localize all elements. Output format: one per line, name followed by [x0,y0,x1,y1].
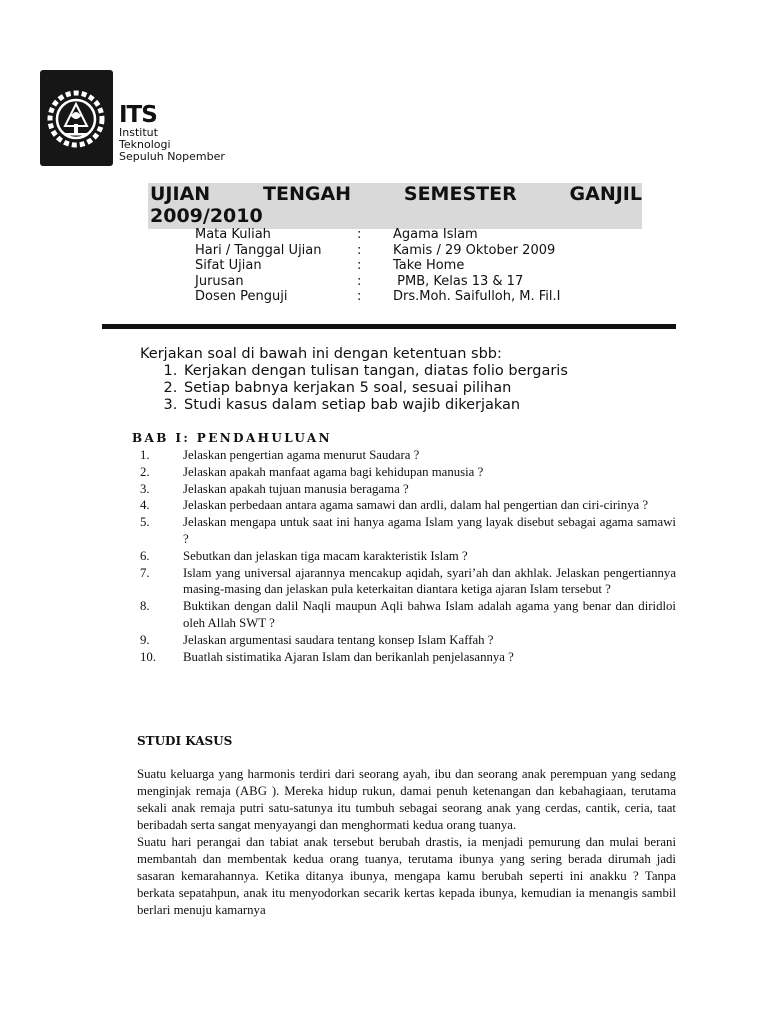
info-label: Dosen Penguji [195,289,288,305]
bab-heading: BAB I: PENDAHULUAN [132,431,333,445]
instructions [140,346,568,414]
question-number: 8. [140,599,150,614]
exam-title-word: TENGAH [263,183,352,205]
question-number: 5. [140,515,150,530]
question-text: Jelaskan apakah manfaat agama bagi kehidupan manusia ? [183,464,484,479]
brand-sub-line: Teknologi [119,138,171,151]
question-item [140,548,676,565]
exam-title-word: UJIAN [150,183,211,205]
question-item [140,565,676,599]
instruction-item: 3. Studi kasus dalam setiap bab wajib dikerjakan [182,397,568,414]
case-paragraph: Suatu hari perangai dan tabiat anak tersebut berubah drastis, ia menjadi pemurung dan mulai berani membantah dan membentak kedua orang tuanya, terutama ibunya yang sering berada dirumah jadi sasaran kemarahannya. Ketika ditanya ibunya, mengapa kamu berubah seperti ini anakku ? Tanpa berkata sepatahpun, anak itu menyodorkan secarik kertas kepada ibunya, kemudian ia menangis sambil berlari menuju kamarnya [137,835,676,917]
exam-title-word: SEMESTER [403,183,517,205]
info-value: Kamis / 29 Oktober 2009 [393,242,556,258]
question-text: Buatlah sistimatika Ajaran Islam dan berikanlah penjelasannya ? [183,649,514,664]
brand-sub-line: Institut [119,126,158,139]
info-value: Take Home [393,258,465,274]
question-number: 1. [140,448,150,462]
info-row-sifat-ujian [195,258,560,274]
studi-kasus-body [137,766,676,919]
question-text: Sebutkan dan jelaskan tiga macam karakteristik Islam ? [183,548,468,563]
info-row-jurusan [195,274,560,290]
question-item [140,514,676,548]
instruction-item: 1. Kerjakan dengan tulisan tangan, diatas folio bergaris [182,363,568,380]
question-number: 4. [140,498,150,513]
exam-title [148,183,642,229]
instructions-intro: Kerjakan soal di bawah ini dengan ketentuan sbb: [140,346,502,362]
info-colon: : [357,273,362,289]
info-label: Mata Kuliah [195,227,271,242]
question-text: Jelaskan apakah tujuan manusia beragama ? [183,481,409,496]
its-brand-title: ITS [119,102,157,128]
studi-kasus-heading: STUDI KASUS [137,734,233,748]
question-item [140,632,676,649]
question-item [140,598,676,632]
question-number: 3. [140,481,150,496]
question-number: 10. [140,649,156,664]
question-item [140,447,676,464]
header-divider [102,324,676,329]
info-label: Jurusan [195,273,244,289]
info-colon: : [357,242,362,258]
question-text: Jelaskan mengapa untuk saat ini hanya agama Islam yang layak disebut sebagai agama samawi ? [183,515,676,546]
exam-info-table [195,227,560,305]
question-text: Buktikan dengan dalil Naqli maupun Aqli bahwa Islam adalah agama yang benar dan diridloi oleh Allah SWT ? [183,599,676,630]
question-number: 6. [140,548,150,563]
info-label: Hari / Tanggal Ujian [195,242,322,258]
question-number: 9. [140,632,150,647]
question-number: 7. [140,565,150,580]
info-value: PMB, Kelas 13 & 17 [393,273,524,289]
question-text: Jelaskan perbedaan antara agama samawi dan ardli, dalam hal pengertian dan ciri-cirinya ? [183,498,649,513]
question-number: 2. [140,464,150,479]
its-gear-emblem-icon [43,88,109,150]
question-list [140,447,676,665]
instructions-list [140,363,568,414]
info-colon: : [357,227,362,242]
info-row-dosen [195,289,560,305]
its-brand-subtitle [119,127,225,163]
exam-title-year: 2009/2010 [150,205,263,227]
info-row-mata-kuliah [195,227,560,243]
its-logo-badge [40,70,113,166]
info-row-tanggal [195,243,560,259]
instruction-item: 2. Setiap babnya kerjakan 5 soal, sesuai pilihan [182,380,568,397]
question-text: Jelaskan argumentasi saudara tentang konsep Islam Kaffah ? [183,632,494,647]
info-value: Drs.Moh. Saifulloh, M. Fil.I [393,289,561,305]
question-item [140,649,676,666]
question-item [140,497,676,514]
info-label: Sifat Ujian [195,258,262,274]
question-text: Islam yang universal ajarannya mencakup aqidah, syari’ah dan akhlak. Jelaskan pengertiannya masing-masing dan jelaskan pula keterkaitan diantara ketiga ajaran Islam tersebut ? [183,565,676,597]
case-paragraph: Suatu keluarga yang harmonis terdiri dari seorang ayah, ibu dan seorang anak perempuan yang sedang menginjak remaja (ABG ). Mereka hidup rukun, damai penuh ketenangan dan kebahagiaan, terutama sekali anak remaja putri satu-satunya itu tumbuh sebagai seorang anak yang cerdas, cantik, ceria, taat beribadah serta sangat menyayangi dan menghormati kedua orang tuanya. [137,767,676,832]
question-text: Jelaskan pengertian agama menurut Saudara ? [183,448,420,462]
question-item [140,481,676,498]
info-colon: : [357,258,362,274]
brand-sub-line: Sepuluh Nopember [119,150,225,163]
exam-title-word: GANJIL [569,183,642,205]
info-value: Agama Islam [393,227,478,242]
question-item [140,464,676,481]
info-colon: : [357,289,362,305]
